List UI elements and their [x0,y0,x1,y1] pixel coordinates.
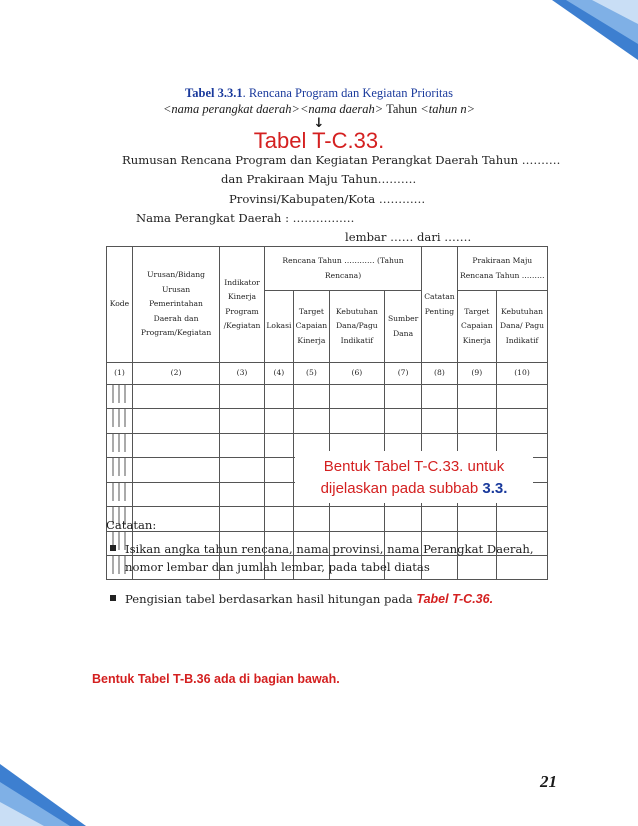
table-cell [422,507,457,531]
header-kebutuhan: Kebutuhan Dana/Pagu Indikatif [329,291,384,363]
caption-table-number: Tabel 3.3.1 [185,86,243,100]
corner-decoration-top-right [552,0,638,60]
heading-line-5: lembar …… dari ……. [345,230,472,244]
table-cell [264,458,293,482]
column-number: (8) [422,363,457,385]
column-number: (9) [457,363,496,385]
kode-subcolumns [107,385,131,403]
kode-cell [107,458,133,482]
kode-subcolumns [107,434,131,452]
header-prakiraan-group: Prakiraan Maju Rencana Tahun ……… [457,247,547,291]
column-number: (4) [264,363,293,385]
table-cell [422,385,457,409]
header-rencana-group: Rencana Tahun ………… (Tahun Rencana) [264,247,421,291]
table-cell [329,385,384,409]
table-cell [132,409,219,433]
page-number: 21 [540,772,557,791]
column-number: (3) [220,363,265,385]
table-cell [264,507,293,531]
header-urusan: Urusan/Bidang Urusan Pemerintahan Daerah dan Program/Kegiatan [132,247,219,363]
kode-subcolumns [107,483,131,501]
header-catatan: Catatan Penting [422,247,457,363]
table-cell [132,458,219,482]
note-table-ref: Tabel T-C.36. [416,592,494,606]
caption-placeholder-year: <tahun n> [420,102,475,116]
callout-line-2 [295,478,533,500]
table-cell [220,385,265,409]
table-cell [293,409,329,433]
table-row [107,507,548,531]
note-bullet-1-line-2: nomor lembar dan jumlah lembar, pada tabel diatas [125,560,430,574]
header-target-prakiraan: Target Capaian Kinerja [457,291,496,363]
caption-year-label: Tahun [383,102,421,116]
table-cell [457,409,496,433]
bottom-note: Bentuk Tabel T-B.36 ada di bagian bawah. [92,672,340,686]
table-cell [497,385,548,409]
column-number: (5) [293,363,329,385]
table-cell [422,409,457,433]
table-cell [497,409,548,433]
header-indikator: Indikator Kinerja Program /Kegiatan [220,247,265,363]
table-cell [293,385,329,409]
table-cell [457,507,496,531]
kode-cell [107,482,133,506]
table-caption [0,86,638,101]
kode-subcolumns [107,409,131,427]
column-number: (2) [132,363,219,385]
page-title: Tabel T-C.33. [253,128,385,153]
table-cell [220,458,265,482]
heading-line-3: Provinsi/Kabupaten/Kota ………… [229,192,426,206]
table-row [107,409,548,433]
table-cell [497,507,548,531]
table-cell [220,482,265,506]
heading-line-4: Nama Perangkat Daerah : ……………. [136,211,355,225]
table-cell [264,385,293,409]
caption-title: . Rencana Program dan Kegiatan Prioritas [242,86,453,100]
column-number: (6) [329,363,384,385]
note-bullet-2-text: Pengisian tabel berdasarkan hasil hitungan pada [125,592,417,606]
bullet-square-icon [110,545,116,551]
arrow-down-icon: ↓ [313,116,325,131]
callout-subsection-ref: 3.3. [482,480,508,497]
table-cell [329,507,384,531]
caption-placeholder-region: <nama daerah> [300,102,384,116]
table-cell [264,433,293,457]
table-row [107,385,548,409]
table-cell [457,385,496,409]
table-cell [384,385,421,409]
table-cell [293,507,329,531]
program-table [106,246,548,580]
callout-text: dijelaskan pada subbab [320,480,483,497]
header-sumber: Sumber Dana [384,291,421,363]
bullet-square-icon [110,595,116,601]
header-kebutuhan-prakiraan: Kebutuhan Dana/ Pagu Indikatif [497,291,548,363]
kode-subcolumns [107,458,131,476]
caption-subtitle [0,102,638,117]
kode-cell [107,385,133,409]
table-cell [132,433,219,457]
heading-line-1: Rumusan Rencana Program dan Kegiatan Perangkat Daerah Tahun ………. [122,153,561,167]
kode-cell [107,409,133,433]
callout-line-1: Bentuk Tabel T-C.33. untuk [323,458,505,475]
column-number-row [107,363,548,385]
kode-cell [107,433,133,457]
table-cell [384,507,421,531]
header-kode: Kode [107,247,133,363]
table-cell [264,482,293,506]
note-bullet-2 [110,592,560,606]
caption-placeholder-agency: <nama perangkat daerah> [163,102,300,116]
table-cell [329,409,384,433]
note-bullet-1 [110,542,560,574]
column-number: (10) [497,363,548,385]
table-cell [220,409,265,433]
table-cell [264,409,293,433]
header-lokasi: Lokasi [264,291,293,363]
column-number: (7) [384,363,421,385]
heading-line-2: dan Prakiraan Maju Tahun………. [221,172,417,186]
corner-decoration-bottom-left [0,764,86,826]
notes-label: Catatan: [106,518,157,532]
table-cell [220,433,265,457]
table-cell [132,385,219,409]
column-number: (1) [107,363,133,385]
table-cell [384,409,421,433]
instruction-callout [295,451,533,503]
note-bullet-1-line-1: Isikan angka tahun rencana, nama provinsi, nama Perangkat Daerah, [125,542,534,556]
header-target: Target Capaian Kinerja [293,291,329,363]
table-cell [220,507,265,531]
table-cell [132,482,219,506]
